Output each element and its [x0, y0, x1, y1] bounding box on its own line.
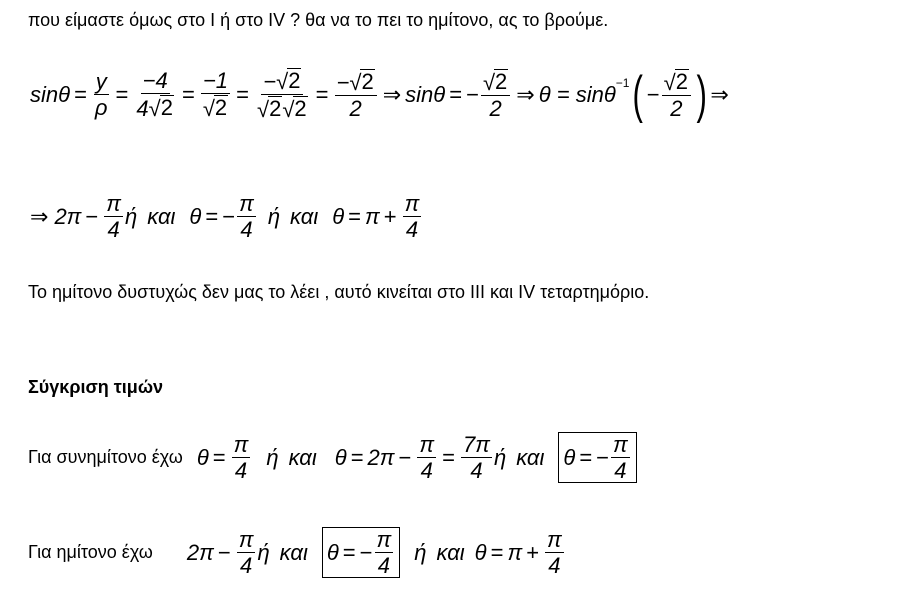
denominator: 4 — [107, 217, 120, 243]
implies-arrow: ⇒ — [516, 81, 535, 107]
denominator — [134, 94, 176, 120]
or-word: ή — [257, 539, 270, 565]
right-paren: ) — [696, 65, 707, 124]
denominator: 4 — [470, 458, 483, 484]
or-word: ή — [267, 203, 281, 229]
section-heading: Σύγκριση τιμών — [28, 377, 164, 397]
two-pi: 2π — [54, 203, 82, 229]
minus: − — [217, 539, 231, 565]
numerator: π — [239, 191, 254, 216]
numerator — [261, 68, 303, 95]
intro-text: που είμαστε όμως στο Ι ή στο IV ? θα να το πει το ημίτονο, ας το βρούμε. — [28, 10, 609, 30]
fraction-7pi-over-4 — [461, 433, 492, 482]
minus: − — [466, 81, 479, 107]
denominator: 4 — [239, 553, 253, 579]
equals-sign: = — [205, 203, 219, 229]
theta: θ — [326, 539, 339, 565]
left-paren: ( — [632, 65, 644, 124]
equals-sign: = — [342, 539, 356, 565]
and-word: και — [436, 539, 465, 565]
fraction-sqrt2-over-2 — [662, 69, 691, 120]
equals-sign: = — [579, 444, 593, 470]
denominator — [255, 95, 310, 121]
radicand: 2 — [294, 96, 307, 122]
minus: − — [85, 203, 99, 229]
numerator: π — [613, 432, 628, 457]
equals-sign: = — [181, 81, 195, 107]
plus: + — [526, 539, 540, 565]
equals-sign: = — [490, 539, 504, 565]
equation-solutions — [30, 192, 423, 241]
plus: + — [383, 203, 397, 229]
numerator: −1 — [202, 68, 229, 94]
boxed-solution — [558, 432, 636, 483]
equals-sign: = — [315, 81, 329, 107]
fraction-pi-over-4 — [417, 433, 436, 482]
fraction-pi-over-4 — [545, 528, 564, 577]
fraction-pi-over-4 — [403, 192, 422, 241]
sin-theta-label: sinθ — [30, 81, 71, 107]
numerator: π — [547, 527, 562, 552]
denominator: 4 — [377, 553, 390, 579]
sqrt: √ 2 — [663, 69, 688, 96]
two-pi: 2π — [186, 539, 214, 565]
fraction-sqrt2-over-2 — [481, 69, 510, 120]
sqrt: √ 2 — [282, 96, 307, 123]
implies-arrow: ⇒ — [30, 203, 49, 229]
denominator: 4 — [234, 458, 248, 484]
equals-sign: = — [449, 81, 463, 107]
radicand: 2 — [495, 69, 508, 95]
denominator: 4 — [614, 458, 627, 484]
denominator: 4 — [405, 217, 419, 243]
sqrt: √ 2 — [349, 69, 374, 96]
sqrt: √ 2 — [202, 95, 228, 122]
and-word: και — [516, 444, 545, 470]
or-word: ή — [266, 444, 279, 470]
denominator: 2 — [489, 96, 502, 122]
numerator: π — [419, 432, 435, 457]
sine-row-label: Για ημίτονο έχω — [28, 542, 153, 563]
or-word: ή — [493, 444, 507, 470]
theta-equals-sin-label: θ = sinθ — [538, 81, 616, 107]
equation-sine-derivation — [30, 65, 729, 124]
numerator — [662, 69, 691, 96]
equals-sign: = — [348, 203, 362, 229]
fraction-minus1-over-sqrt2 — [201, 69, 230, 120]
minus: − — [263, 69, 277, 95]
equals-sign: = — [74, 81, 87, 107]
numerator: π — [376, 527, 392, 552]
sqrt: √ 2 — [482, 69, 508, 96]
fraction-pi-over-4 — [375, 528, 394, 577]
pi: π — [365, 203, 380, 229]
two-pi: 2π — [367, 444, 395, 470]
sine-row — [28, 527, 566, 578]
theta: θ — [563, 444, 576, 470]
boxed-solution — [322, 527, 400, 578]
and-word: και — [288, 444, 317, 470]
equals-sign: = — [115, 81, 129, 107]
equals-sign: = — [212, 444, 226, 470]
denominator — [201, 94, 230, 120]
denominator: 2 — [349, 96, 362, 122]
numerator — [481, 69, 510, 96]
or-word: ή — [125, 203, 138, 229]
denominator: 4 — [548, 553, 561, 579]
pi: π — [507, 539, 523, 565]
equals-sign: = — [236, 81, 250, 107]
fraction-minus4-over-4sqrt2 — [134, 69, 176, 120]
theta: θ — [332, 203, 345, 229]
radicand: 2 — [675, 69, 688, 95]
minus: − — [398, 444, 412, 470]
equals-sign: = — [350, 444, 364, 470]
cosine-row — [28, 432, 637, 483]
and-word: και — [147, 203, 176, 229]
radicand: 2 — [269, 96, 282, 122]
fraction-pi-over-4 — [232, 433, 251, 482]
radicand: 2 — [361, 69, 374, 95]
fraction-minus-sqrt2-over-sqrt2sqrt2 — [255, 68, 310, 122]
minus: − — [336, 70, 350, 96]
implies-arrow: ⇒ — [710, 81, 729, 107]
sqrt: √ 2 — [148, 95, 173, 122]
and-word: και — [279, 539, 308, 565]
minus: − — [359, 539, 373, 565]
minus: − — [222, 203, 236, 229]
sin-theta-label: sinθ — [405, 81, 446, 107]
numerator — [335, 69, 377, 96]
numerator: π — [106, 191, 122, 216]
fraction-pi-over-4 — [611, 433, 630, 482]
and-word: και — [290, 203, 319, 229]
cosine-row-label: Για συνημίτονο έχω — [28, 447, 183, 468]
numerator: π — [238, 527, 254, 552]
denominator: 4 — [420, 458, 433, 484]
implies-arrow: ⇒ — [382, 81, 402, 107]
denominator: ρ — [94, 95, 108, 121]
numerator: 7π — [463, 432, 490, 457]
minus: − — [646, 81, 660, 107]
fraction-pi-over-4 — [104, 192, 123, 241]
theta: θ — [474, 539, 487, 565]
equals-sign: = — [442, 444, 455, 470]
radicand: 2 — [214, 95, 228, 121]
denominator: 2 — [670, 96, 683, 122]
inverse-exponent: −1 — [615, 75, 630, 90]
fraction-minus-sqrt2-over-2 — [335, 69, 377, 120]
numerator: y — [95, 69, 107, 95]
fraction-pi-over-4 — [237, 192, 256, 241]
sine-note-text: Το ημίτονο δυστυχώς δεν μας το λέει , αυτό κινείται στο ΙΙΙ και IV τεταρτημόριο. — [28, 282, 650, 302]
minus: − — [596, 444, 610, 470]
radicand: 2 — [288, 68, 301, 93]
or-word: ή — [414, 539, 427, 565]
denominator: 4 — [240, 217, 253, 243]
radicand: 2 — [160, 95, 173, 121]
fraction-y-over-rho — [93, 70, 110, 119]
theta: θ — [334, 444, 347, 470]
theta: θ — [189, 203, 202, 229]
sqrt: √ 2 — [257, 96, 282, 123]
sqrt: √ 2 — [276, 68, 301, 95]
theta: θ — [196, 444, 209, 470]
numerator: π — [404, 191, 420, 216]
fraction-pi-over-4 — [237, 528, 256, 577]
coef: 4 — [136, 96, 149, 122]
numerator: π — [233, 432, 249, 457]
numerator: −4 — [142, 68, 168, 94]
